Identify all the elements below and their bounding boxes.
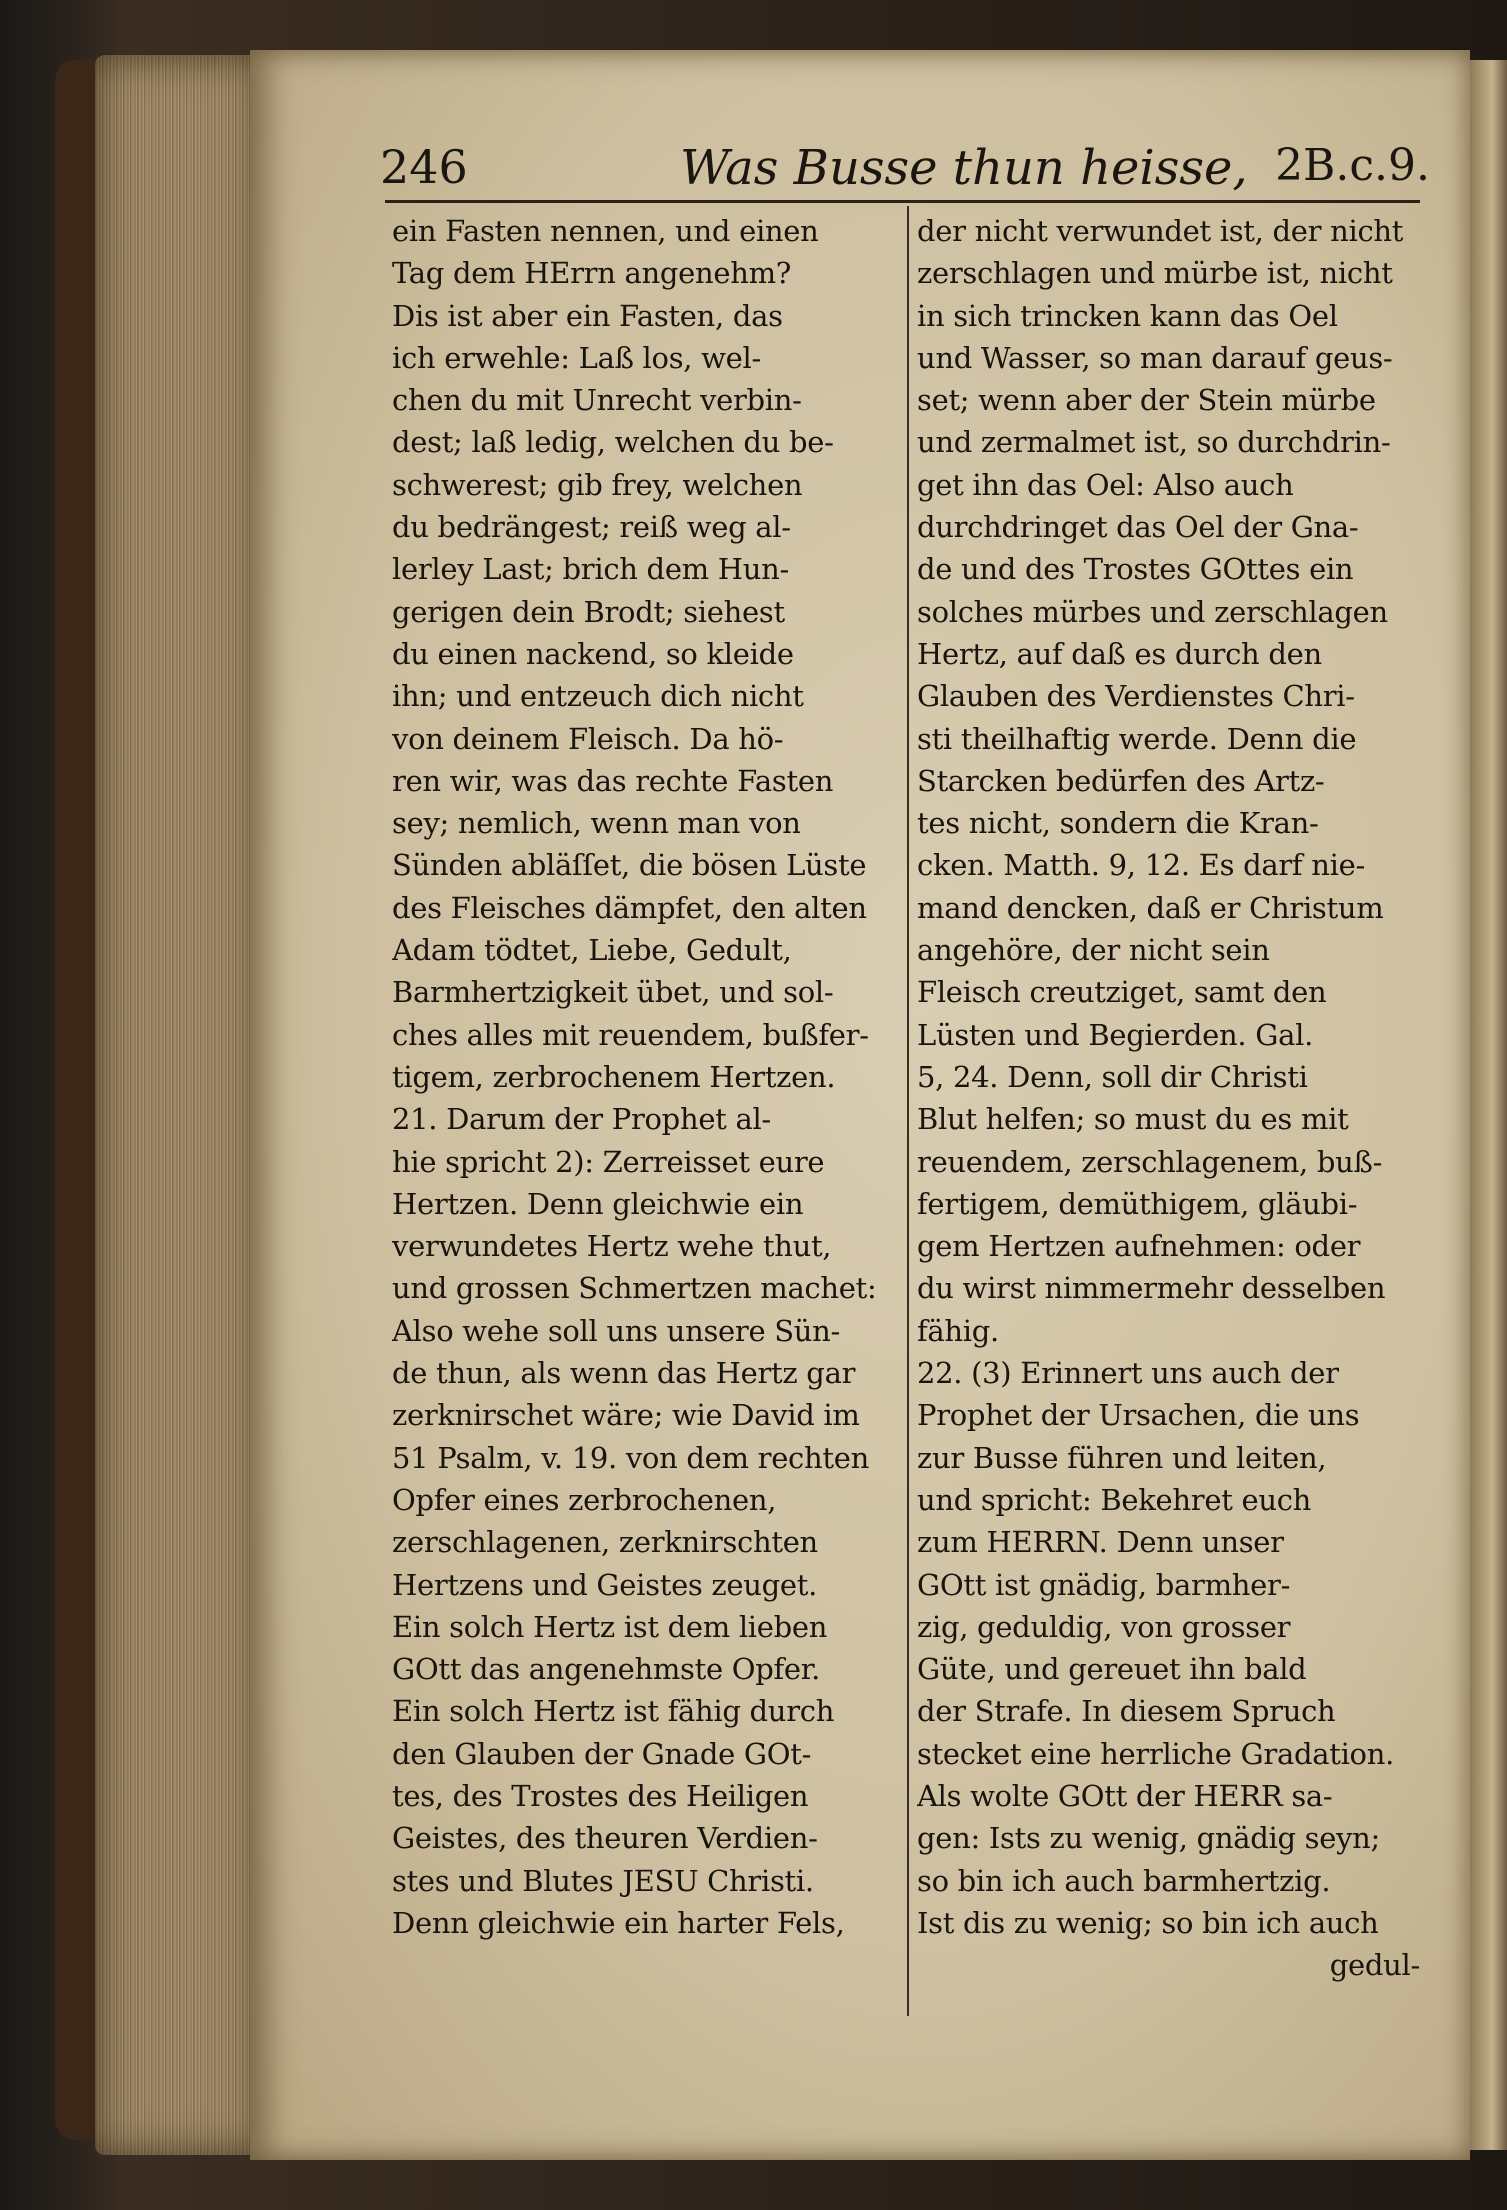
text-line: tigem, zerbrochenem Hertzen. bbox=[392, 1059, 836, 1094]
page-block-edge bbox=[95, 55, 265, 2155]
text-line: der Strafe. In diesem Spruch bbox=[917, 1694, 1336, 1729]
text-line: Ein solch Hertz ist dem lieben bbox=[392, 1609, 828, 1644]
text-line: GOtt das angenehmste Opfer. bbox=[392, 1652, 821, 1687]
text-line: set; wenn aber der Stein mürbe bbox=[917, 383, 1376, 418]
column-divider bbox=[907, 206, 909, 2016]
text-line: ren wir, was das rechte Fasten bbox=[392, 763, 834, 798]
text-line: ich erwehle: Laß los, wel- bbox=[392, 340, 761, 375]
text-line: lerley Last; brich dem Hun- bbox=[392, 552, 790, 587]
text-line: zum HERRN. Denn unser bbox=[917, 1525, 1284, 1560]
text-line: stes und Blutes JESU Christi. bbox=[392, 1863, 814, 1898]
text-line: angehöre, der nicht sein bbox=[917, 933, 1270, 968]
text-line: in sich trincken kann das Oel bbox=[917, 298, 1338, 333]
text-line: Hertzen. Denn gleichwie ein bbox=[392, 1186, 804, 1221]
text-line: 21. Darum der Prophet al- bbox=[392, 1102, 771, 1137]
text-line: reuendem, zerschlagenem, buß- bbox=[917, 1144, 1383, 1179]
text-line: Ist dis zu wenig; so bin ich auch bbox=[917, 1905, 1379, 1940]
text-line: zur Busse führen und leiten, bbox=[917, 1440, 1327, 1475]
text-line: gerigen dein Brodt; siehest bbox=[392, 594, 785, 629]
left-column bbox=[392, 210, 897, 1944]
text-line: Sünden abläſſet, die bösen Lüste bbox=[392, 848, 867, 883]
text-line: Glauben des Verdienstes Chri- bbox=[917, 679, 1355, 714]
right-column bbox=[917, 210, 1422, 1986]
text-line: schwerest; gib frey, welchen bbox=[392, 467, 803, 502]
text-line: mand dencken, daß er Christum bbox=[917, 890, 1384, 925]
text-line: dest; laß ledig, welchen du be- bbox=[392, 425, 834, 460]
text-line: du einen nackend, so kleide bbox=[392, 636, 794, 671]
text-line: fähig. bbox=[917, 1313, 999, 1348]
text-line: Opfer eines zerbrochenen, bbox=[392, 1482, 777, 1517]
text-line: zerschlagen und mürbe ist, nicht bbox=[917, 256, 1393, 291]
text-line: hie spricht 2): Zerreisset eure bbox=[392, 1144, 825, 1179]
text-line: fertigem, demüthigem, gläubi- bbox=[917, 1186, 1358, 1221]
text-line: Als wolte GOtt der HERR sa- bbox=[917, 1778, 1333, 1813]
text-line: Fleisch creutziget, samt den bbox=[917, 975, 1327, 1010]
text-line: GOtt ist gnädig, barmher- bbox=[917, 1567, 1291, 1602]
text-line: zig, geduldig, von grosser bbox=[917, 1609, 1291, 1644]
chapter-reference: 2B.c.9. bbox=[1275, 140, 1430, 191]
text-line: get ihn das Oel: Also auch bbox=[917, 467, 1294, 502]
text-line: von deinem Fleisch. Da hö- bbox=[392, 721, 784, 756]
text-line: Prophet der Ursachen, die uns bbox=[917, 1398, 1360, 1433]
text-line: cken. Matth. 9, 12. Es darf nie- bbox=[917, 848, 1365, 883]
text-line: so bin ich auch barmhertzig. bbox=[917, 1863, 1331, 1898]
text-line: und Wasser, so man darauf geus- bbox=[917, 340, 1393, 375]
text-line: Adam tödtet, Liebe, Gedult, bbox=[392, 933, 792, 968]
text-line: den Glauben der Gnade GOt- bbox=[392, 1736, 812, 1771]
text-line: Dis ist aber ein Fasten, das bbox=[392, 298, 783, 333]
text-line: Barmhertzigkeit übet, und sol- bbox=[392, 975, 834, 1010]
text-line: du wirst nimmermehr desselben bbox=[917, 1271, 1386, 1306]
text-line: 5, 24. Denn, soll dir Christi bbox=[917, 1059, 1308, 1094]
text-line: 22. (3) Erinnert uns auch der bbox=[917, 1356, 1339, 1391]
text-line: Tag dem HErrn angenehm? bbox=[392, 256, 792, 291]
text-line: du bedrängest; reiß weg al- bbox=[392, 510, 791, 545]
text-line: gem Hertzen aufnehmen: oder bbox=[917, 1229, 1361, 1264]
text-line: Güte, und gereuet ihn bald bbox=[917, 1652, 1307, 1687]
text-line: Also wehe soll uns unsere Sün- bbox=[392, 1313, 841, 1348]
running-title: Was Busse thun heisse, bbox=[680, 140, 1248, 196]
text-line: durchdringet das Oel der Gna- bbox=[917, 510, 1359, 545]
text-line: 51 Psalm, v. 19. von dem rechten bbox=[392, 1440, 869, 1475]
text-line: Lüsten und Begierden. Gal. bbox=[917, 1017, 1313, 1052]
catchword: gedul- bbox=[1329, 1948, 1420, 1983]
text-line: zerknirschet wäre; wie David im bbox=[392, 1398, 860, 1433]
text-line: chen du mit Unrecht verbin- bbox=[392, 383, 802, 418]
page-number: 246 bbox=[380, 140, 468, 194]
text-line: Denn gleichwie ein harter Fels, bbox=[392, 1905, 845, 1940]
text-line: Starcken bedürfen des Artz- bbox=[917, 763, 1325, 798]
header-rule bbox=[385, 200, 1420, 203]
text-line: solches mürbes und zerschlagen bbox=[917, 594, 1388, 629]
text-line: ihn; und entzeuch dich nicht bbox=[392, 679, 804, 714]
text-line: Hertzens und Geistes zeuget. bbox=[392, 1567, 818, 1602]
text-line: sti theilhaftig werde. Denn die bbox=[917, 721, 1357, 756]
text-line: und zermalmet ist, so durchdrin- bbox=[917, 425, 1391, 460]
text-line: de und des Trostes GOttes ein bbox=[917, 552, 1354, 587]
text-line: de thun, als wenn das Hertz gar bbox=[392, 1356, 856, 1391]
text-line: tes, des Trostes des Heiligen bbox=[392, 1778, 809, 1813]
text-line: gen: Ists zu wenig, gnädig seyn; bbox=[917, 1821, 1381, 1856]
text-line: Ein solch Hertz ist fähig durch bbox=[392, 1694, 835, 1729]
page-header bbox=[380, 140, 1430, 200]
text-line: Geistes, des theuren Verdien- bbox=[392, 1821, 818, 1856]
text-line: ein Fasten nennen, und einen bbox=[392, 214, 819, 248]
text-line: des Fleisches dämpfet, den alten bbox=[392, 890, 867, 925]
text-line: sey; nemlich, wenn man von bbox=[392, 806, 801, 841]
text-line: und grossen Schmertzen machet: bbox=[392, 1271, 877, 1306]
text-line: Blut helfen; so must du es mit bbox=[917, 1102, 1349, 1137]
text-line: zerschlagenen, zerknirschten bbox=[392, 1525, 818, 1560]
text-line: verwundetes Hertz wehe thut, bbox=[392, 1229, 832, 1264]
text-line: ches alles mit reuendem, bußfer- bbox=[392, 1017, 869, 1052]
text-line: der nicht verwundet ist, der nicht bbox=[917, 214, 1404, 248]
text-line: Hertz, auf daß es durch den bbox=[917, 636, 1322, 671]
text-line: und spricht: Bekehret euch bbox=[917, 1482, 1312, 1517]
facing-page-edge bbox=[1470, 60, 1507, 2150]
text-line: tes nicht, sondern die Kran- bbox=[917, 806, 1319, 841]
text-line: stecket eine herrliche Gradation. bbox=[917, 1736, 1395, 1771]
